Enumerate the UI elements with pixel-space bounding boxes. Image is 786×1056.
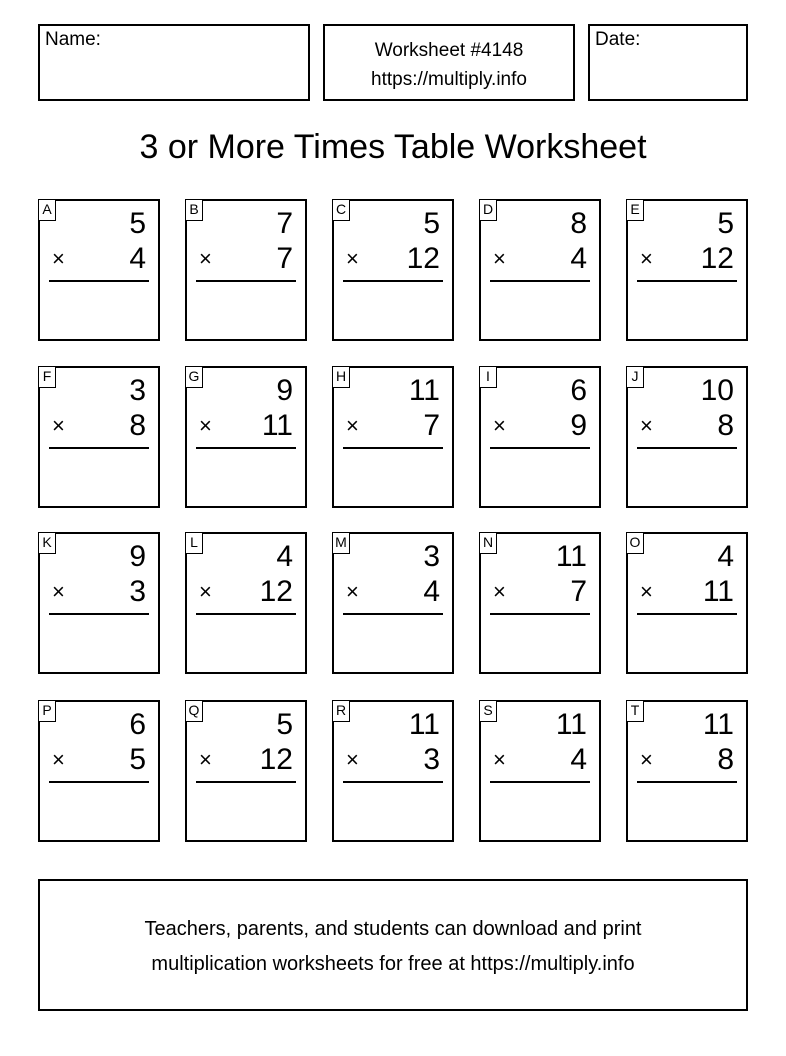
answer-line — [343, 447, 443, 449]
multiplier: 5 — [129, 743, 146, 776]
problem-letter: P — [38, 700, 56, 722]
multiplicand: 3 — [129, 374, 146, 407]
answer-line — [490, 280, 590, 282]
problem-letter: G — [185, 366, 203, 388]
times-icon: × — [199, 413, 212, 438]
times-icon: × — [199, 747, 212, 772]
problem-card — [626, 366, 748, 508]
problem-card — [332, 366, 454, 508]
worksheet-url: https://multiply.info — [371, 69, 527, 90]
problem-letter: E — [626, 199, 644, 221]
times-icon: × — [346, 413, 359, 438]
multiplier: 4 — [423, 575, 440, 608]
answer-line — [490, 781, 590, 783]
multiplicand: 11 — [408, 374, 440, 407]
problem-card — [479, 700, 601, 842]
name-field-box — [38, 24, 310, 101]
problem-letter: N — [479, 532, 497, 554]
problem-card — [38, 199, 160, 341]
problem-letter: C — [332, 199, 350, 221]
problem-letter: I — [479, 366, 497, 388]
problem-card — [332, 532, 454, 674]
multiplicand: 10 — [700, 374, 734, 407]
problem-letter: J — [626, 366, 644, 388]
times-icon: × — [199, 246, 212, 271]
multiplicand: 5 — [129, 207, 146, 240]
answer-line — [490, 613, 590, 615]
answer-line — [49, 447, 149, 449]
problem-card — [332, 199, 454, 341]
multiplicand: 4 — [276, 540, 293, 573]
times-icon: × — [493, 579, 506, 604]
multiplicand: 5 — [717, 207, 734, 240]
problem-card — [38, 532, 160, 674]
problem-letter: M — [332, 532, 350, 554]
answer-line — [637, 613, 737, 615]
problem-letter: O — [626, 532, 644, 554]
problem-card — [38, 366, 160, 508]
footer-box — [38, 879, 748, 1011]
times-icon: × — [640, 579, 653, 604]
times-icon: × — [52, 246, 65, 271]
problem-card — [185, 532, 307, 674]
problem-letter: S — [479, 700, 497, 722]
multiplicand: 9 — [129, 540, 146, 573]
multiplicand: 11 — [408, 708, 440, 741]
multiplier: 11 — [261, 409, 293, 442]
problem-card — [332, 700, 454, 842]
answer-line — [196, 280, 296, 282]
worksheet-number: Worksheet #4148 — [374, 40, 524, 61]
times-icon: × — [640, 747, 653, 772]
answer-line — [196, 613, 296, 615]
multiplicand: 11 — [702, 708, 734, 741]
problem-card — [38, 700, 160, 842]
times-icon: × — [199, 579, 212, 604]
multiplicand: 11 — [555, 540, 587, 573]
answer-line — [196, 447, 296, 449]
multiplicand: 6 — [129, 708, 146, 741]
answer-line — [49, 781, 149, 783]
problem-card — [479, 199, 601, 341]
multiplicand: 7 — [276, 207, 293, 240]
times-icon: × — [640, 413, 653, 438]
multiplier: 12 — [259, 575, 293, 608]
multiplier: 12 — [259, 743, 293, 776]
problem-card — [626, 532, 748, 674]
problem-letter: A — [38, 199, 56, 221]
multiplier: 12 — [700, 242, 734, 275]
multiplier: 8 — [717, 743, 734, 776]
problem-letter: T — [626, 700, 644, 722]
problem-letter: B — [185, 199, 203, 221]
answer-line — [637, 781, 737, 783]
multiplier: 3 — [129, 575, 146, 608]
multiplier: 9 — [570, 409, 587, 442]
multiplier: 3 — [423, 743, 440, 776]
multiplier: 4 — [570, 743, 587, 776]
name-label: Name: — [45, 29, 101, 50]
times-icon: × — [52, 579, 65, 604]
times-icon: × — [52, 413, 65, 438]
answer-line — [196, 781, 296, 783]
problem-letter: K — [38, 532, 56, 554]
multiplicand: 3 — [423, 540, 440, 573]
problem-card — [185, 700, 307, 842]
times-icon: × — [346, 747, 359, 772]
answer-line — [343, 613, 443, 615]
answer-line — [49, 613, 149, 615]
multiplier: 8 — [129, 409, 146, 442]
times-icon: × — [346, 246, 359, 271]
multiplier: 7 — [423, 409, 440, 442]
worksheet-info-box — [323, 24, 575, 101]
date-label: Date: — [595, 29, 641, 50]
problem-card — [626, 700, 748, 842]
problem-card — [479, 366, 601, 508]
multiplicand: 9 — [276, 374, 293, 407]
multiplier: 4 — [129, 242, 146, 275]
multiplier: 8 — [717, 409, 734, 442]
problem-letter: R — [332, 700, 350, 722]
answer-line — [343, 280, 443, 282]
multiplicand: 11 — [555, 708, 587, 741]
problem-letter: Q — [185, 700, 203, 722]
footer-line-2: multiplication worksheets for free at https://multiply.info — [151, 953, 635, 975]
answer-line — [637, 447, 737, 449]
problem-card — [185, 199, 307, 341]
multiplicand: 5 — [276, 708, 293, 741]
answer-line — [49, 280, 149, 282]
problem-card — [626, 199, 748, 341]
problem-card — [185, 366, 307, 508]
answer-line — [637, 280, 737, 282]
date-field-box — [588, 24, 748, 101]
times-icon: × — [493, 246, 506, 271]
multiplier: 4 — [570, 242, 587, 275]
multiplier: 12 — [406, 242, 440, 275]
multiplier: 7 — [570, 575, 587, 608]
times-icon: × — [493, 413, 506, 438]
problem-letter: H — [332, 366, 350, 388]
multiplicand: 6 — [570, 374, 587, 407]
multiplicand: 5 — [423, 207, 440, 240]
multiplier: 11 — [702, 575, 734, 608]
problem-card — [479, 532, 601, 674]
problem-letter: F — [38, 366, 56, 388]
page-title: 3 or More Times Table Worksheet — [139, 128, 647, 166]
footer-line-1: Teachers, parents, and students can download and print — [144, 918, 642, 940]
answer-line — [343, 781, 443, 783]
multiplicand: 4 — [717, 540, 734, 573]
problem-letter: D — [479, 199, 497, 221]
times-icon: × — [346, 579, 359, 604]
problem-letter: L — [185, 532, 203, 554]
times-icon: × — [640, 246, 653, 271]
multiplier: 7 — [276, 242, 293, 275]
times-icon: × — [493, 747, 506, 772]
times-icon: × — [52, 747, 65, 772]
multiplicand: 8 — [570, 207, 587, 240]
answer-line — [490, 447, 590, 449]
